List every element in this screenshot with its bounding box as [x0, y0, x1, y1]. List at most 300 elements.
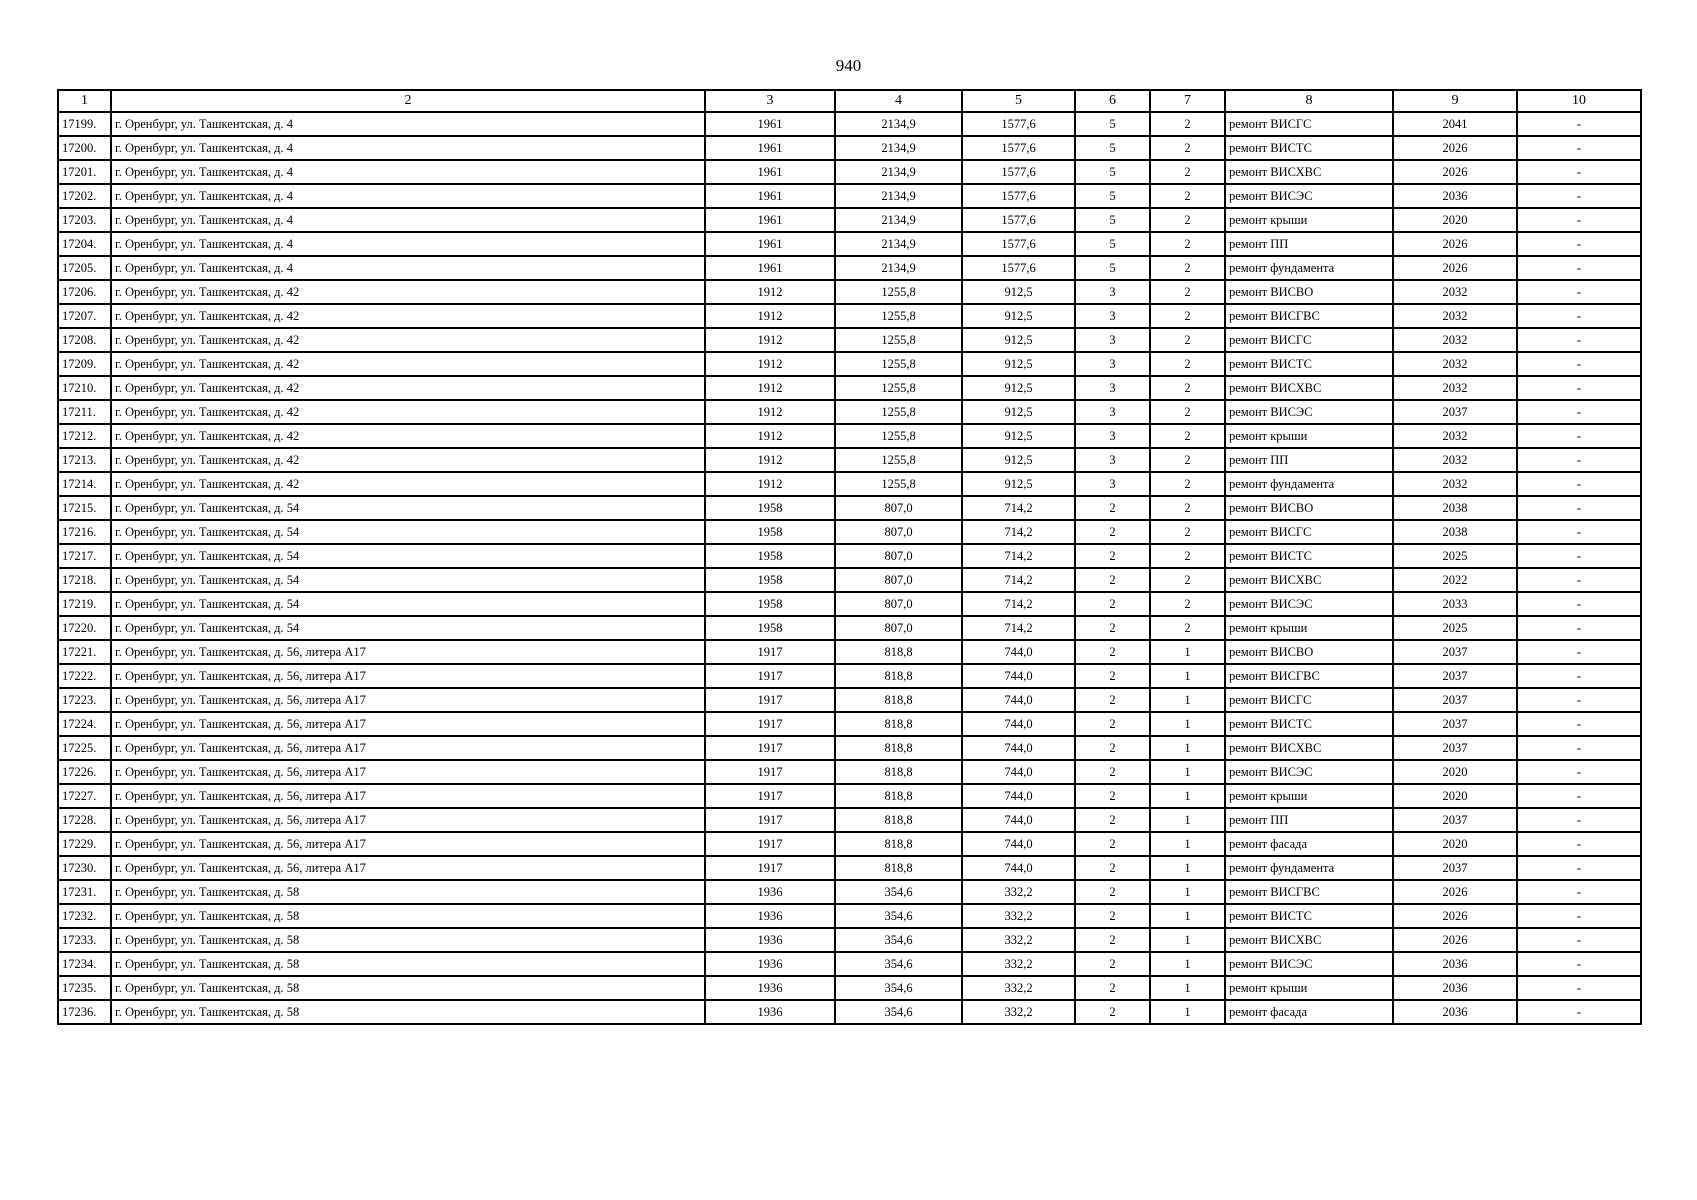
cell-row-number: 17216.: [58, 520, 111, 544]
cell-build-year: 1961: [705, 160, 835, 184]
cell-build-year: 1917: [705, 640, 835, 664]
cell-entrances: 1: [1150, 832, 1225, 856]
cell-living-area: 912,5: [962, 328, 1075, 352]
cell-living-area: 912,5: [962, 304, 1075, 328]
cell-repair-year: 2026: [1393, 880, 1517, 904]
cell-total-area: 807,0: [835, 520, 962, 544]
cell-floors: 3: [1075, 280, 1150, 304]
cell-address: г. Оренбург, ул. Ташкентская, д. 58: [111, 904, 705, 928]
cell-living-area: 332,2: [962, 904, 1075, 928]
cell-repair-type: ремонт ПП: [1225, 232, 1393, 256]
cell-build-year: 1958: [705, 616, 835, 640]
cell-living-area: 1577,6: [962, 232, 1075, 256]
cell-total-area: 1255,8: [835, 472, 962, 496]
cell-repair-year: 2033: [1393, 592, 1517, 616]
cell-note: -: [1517, 136, 1641, 160]
cell-floors: 2: [1075, 856, 1150, 880]
cell-address: г. Оренбург, ул. Ташкентская, д. 56, литера А17: [111, 640, 705, 664]
cell-repair-type: ремонт крыши: [1225, 976, 1393, 1000]
cell-living-area: 1577,6: [962, 208, 1075, 232]
cell-living-area: 332,2: [962, 880, 1075, 904]
cell-total-area: 1255,8: [835, 328, 962, 352]
cell-address: г. Оренбург, ул. Ташкентская, д. 42: [111, 424, 705, 448]
cell-floors: 2: [1075, 520, 1150, 544]
table-row: [58, 952, 1641, 976]
cell-address: г. Оренбург, ул. Ташкентская, д. 42: [111, 328, 705, 352]
cell-note: -: [1517, 904, 1641, 928]
cell-repair-year: 2038: [1393, 520, 1517, 544]
cell-entrances: 1: [1150, 664, 1225, 688]
table-row: [58, 736, 1641, 760]
cell-repair-type: ремонт ВИСЭС: [1225, 952, 1393, 976]
table-row: [58, 112, 1641, 136]
table-row: [58, 232, 1641, 256]
cell-entrances: 2: [1150, 448, 1225, 472]
cell-total-area: 354,6: [835, 1000, 962, 1024]
cell-build-year: 1958: [705, 592, 835, 616]
cell-floors: 5: [1075, 232, 1150, 256]
cell-repair-year: 2032: [1393, 424, 1517, 448]
cell-living-area: 714,2: [962, 568, 1075, 592]
column-header-1: 1: [58, 90, 111, 112]
column-header-2: 2: [111, 90, 705, 112]
cell-row-number: 17229.: [58, 832, 111, 856]
cell-total-area: 818,8: [835, 760, 962, 784]
cell-floors: 2: [1075, 544, 1150, 568]
cell-entrances: 2: [1150, 544, 1225, 568]
cell-note: -: [1517, 856, 1641, 880]
cell-living-area: 912,5: [962, 424, 1075, 448]
table-row: [58, 616, 1641, 640]
cell-entrances: 1: [1150, 904, 1225, 928]
cell-entrances: 1: [1150, 736, 1225, 760]
cell-living-area: 744,0: [962, 808, 1075, 832]
cell-build-year: 1912: [705, 448, 835, 472]
cell-floors: 2: [1075, 568, 1150, 592]
cell-entrances: 1: [1150, 1000, 1225, 1024]
cell-repair-type: ремонт крыши: [1225, 616, 1393, 640]
cell-floors: 5: [1075, 184, 1150, 208]
cell-repair-year: 2038: [1393, 496, 1517, 520]
table-row: [58, 304, 1641, 328]
cell-address: г. Оренбург, ул. Ташкентская, д. 4: [111, 208, 705, 232]
cell-note: -: [1517, 112, 1641, 136]
cell-row-number: 17235.: [58, 976, 111, 1000]
cell-note: -: [1517, 832, 1641, 856]
cell-entrances: 2: [1150, 136, 1225, 160]
cell-repair-year: 2036: [1393, 952, 1517, 976]
cell-note: -: [1517, 496, 1641, 520]
cell-living-area: 332,2: [962, 976, 1075, 1000]
table-row: [58, 880, 1641, 904]
cell-build-year: 1936: [705, 976, 835, 1000]
cell-repair-year: 2025: [1393, 544, 1517, 568]
table-row: [58, 976, 1641, 1000]
cell-row-number: 17200.: [58, 136, 111, 160]
cell-total-area: 1255,8: [835, 448, 962, 472]
cell-repair-type: ремонт ВИСХВС: [1225, 376, 1393, 400]
cell-total-area: 354,6: [835, 952, 962, 976]
cell-living-area: 912,5: [962, 376, 1075, 400]
cell-entrances: 2: [1150, 400, 1225, 424]
cell-repair-type: ремонт ВИСХВС: [1225, 928, 1393, 952]
cell-address: г. Оренбург, ул. Ташкентская, д. 54: [111, 592, 705, 616]
cell-repair-type: ремонт фасада: [1225, 832, 1393, 856]
cell-build-year: 1936: [705, 904, 835, 928]
cell-address: г. Оренбург, ул. Ташкентская, д. 58: [111, 976, 705, 1000]
cell-total-area: 818,8: [835, 688, 962, 712]
cell-entrances: 1: [1150, 760, 1225, 784]
cell-repair-year: 2032: [1393, 304, 1517, 328]
cell-total-area: 2134,9: [835, 208, 962, 232]
cell-note: -: [1517, 160, 1641, 184]
cell-row-number: 17211.: [58, 400, 111, 424]
cell-floors: 5: [1075, 136, 1150, 160]
table-row: [58, 328, 1641, 352]
cell-floors: 2: [1075, 592, 1150, 616]
table-row: [58, 760, 1641, 784]
cell-total-area: 1255,8: [835, 304, 962, 328]
cell-note: -: [1517, 568, 1641, 592]
cell-address: г. Оренбург, ул. Ташкентская, д. 42: [111, 280, 705, 304]
cell-note: -: [1517, 712, 1641, 736]
cell-entrances: 1: [1150, 712, 1225, 736]
cell-entrances: 1: [1150, 688, 1225, 712]
cell-build-year: 1936: [705, 880, 835, 904]
cell-repair-type: ремонт ВИСЭС: [1225, 760, 1393, 784]
cell-total-area: 818,8: [835, 784, 962, 808]
cell-note: -: [1517, 184, 1641, 208]
cell-repair-year: 2022: [1393, 568, 1517, 592]
cell-address: г. Оренбург, ул. Ташкентская, д. 4: [111, 136, 705, 160]
cell-build-year: 1912: [705, 280, 835, 304]
cell-repair-year: 2026: [1393, 160, 1517, 184]
cell-total-area: 1255,8: [835, 352, 962, 376]
cell-living-area: 744,0: [962, 760, 1075, 784]
cell-row-number: 17199.: [58, 112, 111, 136]
cell-entrances: 1: [1150, 952, 1225, 976]
cell-build-year: 1961: [705, 184, 835, 208]
cell-note: -: [1517, 808, 1641, 832]
cell-repair-type: ремонт ВИСЭС: [1225, 184, 1393, 208]
cell-living-area: 744,0: [962, 832, 1075, 856]
cell-floors: 2: [1075, 928, 1150, 952]
table-row: [58, 712, 1641, 736]
cell-build-year: 1961: [705, 136, 835, 160]
cell-repair-type: ремонт ВИСВО: [1225, 496, 1393, 520]
cell-repair-year: 2032: [1393, 280, 1517, 304]
cell-floors: 3: [1075, 304, 1150, 328]
cell-total-area: 1255,8: [835, 424, 962, 448]
cell-row-number: 17213.: [58, 448, 111, 472]
cell-address: г. Оренбург, ул. Ташкентская, д. 58: [111, 880, 705, 904]
cell-address: г. Оренбург, ул. Ташкентская, д. 54: [111, 616, 705, 640]
cell-repair-year: 2026: [1393, 928, 1517, 952]
cell-note: -: [1517, 640, 1641, 664]
cell-note: -: [1517, 256, 1641, 280]
cell-row-number: 17204.: [58, 232, 111, 256]
table-row: [58, 136, 1641, 160]
cell-address: г. Оренбург, ул. Ташкентская, д. 56, литера А17: [111, 832, 705, 856]
cell-floors: 2: [1075, 736, 1150, 760]
table-row: [58, 904, 1641, 928]
cell-floors: 2: [1075, 1000, 1150, 1024]
table-row: [58, 856, 1641, 880]
cell-total-area: 818,8: [835, 736, 962, 760]
cell-repair-type: ремонт фундамента: [1225, 472, 1393, 496]
cell-address: г. Оренбург, ул. Ташкентская, д. 4: [111, 112, 705, 136]
cell-repair-year: 2037: [1393, 688, 1517, 712]
cell-floors: 3: [1075, 352, 1150, 376]
table-row: [58, 448, 1641, 472]
cell-note: -: [1517, 448, 1641, 472]
column-header-6: 6: [1075, 90, 1150, 112]
cell-living-area: 332,2: [962, 952, 1075, 976]
cell-repair-type: ремонт ВИСГС: [1225, 688, 1393, 712]
cell-address: г. Оренбург, ул. Ташкентская, д. 4: [111, 184, 705, 208]
cell-repair-type: ремонт ПП: [1225, 448, 1393, 472]
cell-build-year: 1936: [705, 1000, 835, 1024]
cell-floors: 2: [1075, 496, 1150, 520]
cell-row-number: 17214.: [58, 472, 111, 496]
cell-address: г. Оренбург, ул. Ташкентская, д. 56, литера А17: [111, 760, 705, 784]
cell-build-year: 1912: [705, 400, 835, 424]
cell-living-area: 1577,6: [962, 256, 1075, 280]
cell-entrances: 2: [1150, 472, 1225, 496]
cell-build-year: 1961: [705, 232, 835, 256]
cell-row-number: 17212.: [58, 424, 111, 448]
column-header-5: 5: [962, 90, 1075, 112]
cell-living-area: 912,5: [962, 352, 1075, 376]
cell-entrances: 2: [1150, 232, 1225, 256]
cell-entrances: 2: [1150, 592, 1225, 616]
cell-row-number: 17236.: [58, 1000, 111, 1024]
cell-note: -: [1517, 760, 1641, 784]
cell-living-area: 912,5: [962, 400, 1075, 424]
cell-build-year: 1917: [705, 808, 835, 832]
cell-note: -: [1517, 1000, 1641, 1024]
cell-floors: 2: [1075, 976, 1150, 1000]
cell-build-year: 1958: [705, 520, 835, 544]
cell-floors: 2: [1075, 688, 1150, 712]
cell-entrances: 2: [1150, 496, 1225, 520]
cell-build-year: 1917: [705, 688, 835, 712]
cell-build-year: 1917: [705, 760, 835, 784]
cell-floors: 2: [1075, 640, 1150, 664]
cell-floors: 5: [1075, 256, 1150, 280]
cell-address: г. Оренбург, ул. Ташкентская, д. 56, литера А17: [111, 856, 705, 880]
table-row: [58, 688, 1641, 712]
cell-note: -: [1517, 520, 1641, 544]
cell-repair-year: 2036: [1393, 976, 1517, 1000]
cell-build-year: 1958: [705, 568, 835, 592]
cell-floors: 2: [1075, 664, 1150, 688]
table-row: [58, 280, 1641, 304]
cell-living-area: 714,2: [962, 616, 1075, 640]
cell-floors: 5: [1075, 208, 1150, 232]
cell-repair-year: 2026: [1393, 256, 1517, 280]
table-row: [58, 400, 1641, 424]
cell-row-number: 17218.: [58, 568, 111, 592]
cell-build-year: 1961: [705, 256, 835, 280]
cell-note: -: [1517, 208, 1641, 232]
cell-note: -: [1517, 664, 1641, 688]
cell-living-area: 744,0: [962, 712, 1075, 736]
cell-total-area: 818,8: [835, 640, 962, 664]
cell-build-year: 1961: [705, 112, 835, 136]
cell-entrances: 2: [1150, 352, 1225, 376]
cell-address: г. Оренбург, ул. Ташкентская, д. 4: [111, 160, 705, 184]
cell-living-area: 744,0: [962, 664, 1075, 688]
cell-row-number: 17221.: [58, 640, 111, 664]
cell-total-area: 818,8: [835, 832, 962, 856]
cell-address: г. Оренбург, ул. Ташкентская, д. 56, литера А17: [111, 784, 705, 808]
cell-living-area: 332,2: [962, 928, 1075, 952]
cell-living-area: 1577,6: [962, 112, 1075, 136]
cell-repair-year: 2037: [1393, 664, 1517, 688]
cell-note: -: [1517, 232, 1641, 256]
cell-total-area: 354,6: [835, 880, 962, 904]
cell-living-area: 744,0: [962, 736, 1075, 760]
table-row: [58, 208, 1641, 232]
column-header-4: 4: [835, 90, 962, 112]
cell-entrances: 2: [1150, 304, 1225, 328]
cell-repair-type: ремонт крыши: [1225, 208, 1393, 232]
cell-floors: 3: [1075, 400, 1150, 424]
cell-repair-type: ремонт ВИСВО: [1225, 640, 1393, 664]
cell-row-number: 17226.: [58, 760, 111, 784]
table-row: [58, 640, 1641, 664]
cell-total-area: 1255,8: [835, 280, 962, 304]
table-row: [58, 832, 1641, 856]
cell-note: -: [1517, 784, 1641, 808]
cell-repair-year: 2032: [1393, 352, 1517, 376]
cell-row-number: 17208.: [58, 328, 111, 352]
column-header-3: 3: [705, 90, 835, 112]
cell-living-area: 714,2: [962, 592, 1075, 616]
cell-repair-type: ремонт ВИСЭС: [1225, 592, 1393, 616]
cell-total-area: 354,6: [835, 904, 962, 928]
cell-floors: 5: [1075, 112, 1150, 136]
cell-row-number: 17202.: [58, 184, 111, 208]
cell-repair-year: 2037: [1393, 856, 1517, 880]
cell-address: г. Оренбург, ул. Ташкентская, д. 42: [111, 400, 705, 424]
cell-repair-year: 2037: [1393, 808, 1517, 832]
cell-floors: 3: [1075, 376, 1150, 400]
table-row: [58, 664, 1641, 688]
cell-address: г. Оренбург, ул. Ташкентская, д. 58: [111, 928, 705, 952]
cell-row-number: 17217.: [58, 544, 111, 568]
cell-note: -: [1517, 592, 1641, 616]
cell-entrances: 1: [1150, 880, 1225, 904]
cell-total-area: 2134,9: [835, 232, 962, 256]
cell-repair-type: ремонт фасада: [1225, 1000, 1393, 1024]
cell-note: -: [1517, 736, 1641, 760]
column-header-9: 9: [1393, 90, 1517, 112]
cell-address: г. Оренбург, ул. Ташкентская, д. 58: [111, 952, 705, 976]
cell-floors: 2: [1075, 832, 1150, 856]
cell-address: г. Оренбург, ул. Ташкентская, д. 4: [111, 256, 705, 280]
cell-total-area: 807,0: [835, 544, 962, 568]
table-row: [58, 592, 1641, 616]
cell-living-area: 744,0: [962, 856, 1075, 880]
cell-total-area: 807,0: [835, 568, 962, 592]
cell-address: г. Оренбург, ул. Ташкентская, д. 54: [111, 544, 705, 568]
cell-row-number: 17233.: [58, 928, 111, 952]
cell-entrances: 2: [1150, 376, 1225, 400]
cell-floors: 2: [1075, 784, 1150, 808]
cell-build-year: 1912: [705, 376, 835, 400]
cell-repair-year: 2037: [1393, 400, 1517, 424]
cell-build-year: 1958: [705, 496, 835, 520]
cell-repair-year: 2026: [1393, 904, 1517, 928]
cell-floors: 2: [1075, 880, 1150, 904]
cell-repair-type: ремонт ВИСГС: [1225, 520, 1393, 544]
cell-address: г. Оренбург, ул. Ташкентская, д. 42: [111, 304, 705, 328]
cell-living-area: 714,2: [962, 544, 1075, 568]
cell-repair-type: ремонт ВИСТС: [1225, 904, 1393, 928]
cell-repair-type: ремонт ВИСГС: [1225, 112, 1393, 136]
cell-total-area: 807,0: [835, 592, 962, 616]
cell-living-area: 1577,6: [962, 184, 1075, 208]
cell-repair-type: ремонт ВИСХВС: [1225, 160, 1393, 184]
cell-build-year: 1912: [705, 424, 835, 448]
cell-repair-type: ремонт ВИСГВС: [1225, 664, 1393, 688]
cell-entrances: 1: [1150, 784, 1225, 808]
cell-entrances: 1: [1150, 640, 1225, 664]
cell-entrances: 2: [1150, 280, 1225, 304]
header-row: [58, 90, 1641, 112]
cell-row-number: 17209.: [58, 352, 111, 376]
cell-floors: 2: [1075, 808, 1150, 832]
cell-note: -: [1517, 328, 1641, 352]
cell-repair-type: ремонт ВИСХВС: [1225, 568, 1393, 592]
cell-total-area: 818,8: [835, 712, 962, 736]
cell-repair-type: ремонт ВИСТС: [1225, 136, 1393, 160]
cell-living-area: 1577,6: [962, 160, 1075, 184]
cell-total-area: 354,6: [835, 928, 962, 952]
cell-total-area: 818,8: [835, 808, 962, 832]
cell-repair-type: ремонт ВИСГС: [1225, 328, 1393, 352]
cell-address: г. Оренбург, ул. Ташкентская, д. 4: [111, 232, 705, 256]
cell-address: г. Оренбург, ул. Ташкентская, д. 56, литера А17: [111, 808, 705, 832]
page-number: 940: [835, 56, 862, 75]
cell-repair-type: ремонт ВИСТС: [1225, 544, 1393, 568]
column-header-7: 7: [1150, 90, 1225, 112]
table-row: [58, 472, 1641, 496]
cell-note: -: [1517, 472, 1641, 496]
cell-row-number: 17210.: [58, 376, 111, 400]
cell-build-year: 1912: [705, 352, 835, 376]
cell-repair-year: 2041: [1393, 112, 1517, 136]
cell-repair-type: ремонт крыши: [1225, 424, 1393, 448]
cell-living-area: 744,0: [962, 688, 1075, 712]
cell-entrances: 2: [1150, 256, 1225, 280]
cell-repair-type: ремонт ПП: [1225, 808, 1393, 832]
cell-address: г. Оренбург, ул. Ташкентская, д. 56, литера А17: [111, 664, 705, 688]
cell-note: -: [1517, 952, 1641, 976]
cell-build-year: 1917: [705, 784, 835, 808]
cell-build-year: 1917: [705, 736, 835, 760]
cell-row-number: 17227.: [58, 784, 111, 808]
cell-total-area: 2134,9: [835, 112, 962, 136]
cell-repair-year: 2026: [1393, 136, 1517, 160]
cell-living-area: 714,2: [962, 520, 1075, 544]
cell-note: -: [1517, 616, 1641, 640]
table-row: [58, 352, 1641, 376]
cell-total-area: 2134,9: [835, 184, 962, 208]
cell-total-area: 1255,8: [835, 400, 962, 424]
